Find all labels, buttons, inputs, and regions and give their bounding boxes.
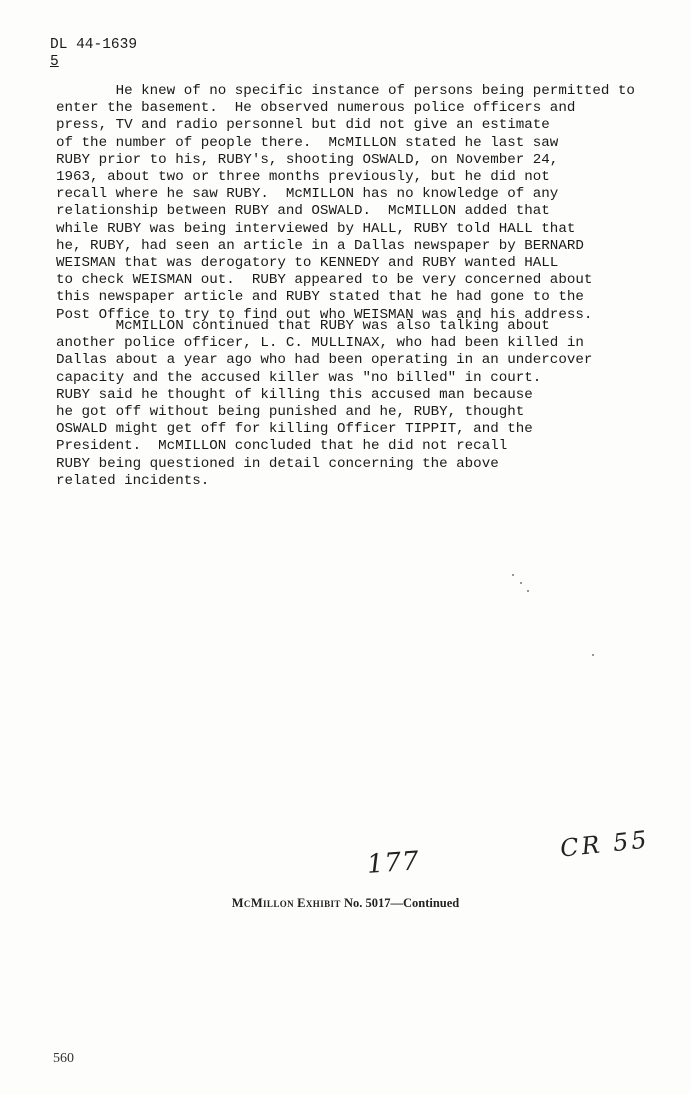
exhibit-caption bbox=[0, 896, 691, 911]
text-line: President. McMILLON concluded that he did not recall bbox=[56, 438, 508, 455]
paragraph-2 bbox=[56, 318, 656, 490]
handwritten-annotation: CR 55 bbox=[558, 825, 651, 863]
footer-page-number: 560 bbox=[53, 1051, 74, 1066]
text-line: capacity and the accused killer was "no billed" in court. bbox=[56, 369, 542, 386]
text-line: enter the basement. He observed numerous police officers and bbox=[56, 100, 576, 117]
text-line: he got off without being punished and he, RUBY, thought bbox=[56, 404, 525, 421]
text-line: RUBY said he thought of killing this accused man because bbox=[56, 386, 533, 403]
page-number: 5 bbox=[50, 54, 59, 70]
scan-speck bbox=[592, 654, 594, 656]
text-line: Post Office to try to find out who WEISMAN was and his address. bbox=[56, 306, 593, 323]
text-line: while RUBY was being interviewed by HALL, RUBY told HALL that bbox=[56, 220, 576, 237]
text-line: OSWALD might get off for killing Officer TIPPIT, and the bbox=[56, 421, 533, 438]
text-line: he, RUBY, had seen an article in a Dallas newspaper by BERNARD bbox=[56, 237, 584, 254]
text-line: He knew of no specific instance of persons being permitted to bbox=[56, 83, 635, 99]
exhibit-word: Exhibit bbox=[297, 896, 341, 910]
text-line: McMILLON continued that RUBY was also talking about bbox=[56, 318, 550, 334]
scan-speck bbox=[512, 574, 514, 576]
text-line: to check WEISMAN out. RUBY appeared to be very concerned about bbox=[56, 272, 593, 289]
exhibit-number: No. 5017—Continued bbox=[343, 896, 460, 910]
text-line: related incidents. bbox=[56, 472, 210, 489]
scan-speck bbox=[520, 582, 522, 584]
text-line: of the number of people there. McMILLON stated he last saw bbox=[56, 134, 559, 151]
text-line: press, TV and radio personnel but did not give an estimate bbox=[56, 117, 550, 134]
text-line: WEISMAN that was derogatory to KENNEDY and RUBY wanted HALL bbox=[56, 255, 559, 272]
text-line: this newspaper article and RUBY stated that he had gone to the bbox=[56, 289, 584, 306]
text-line: 1963, about two or three months previously, but he did not bbox=[56, 169, 550, 186]
exhibit-name: McMillon bbox=[231, 896, 295, 910]
file-number: DL 44-1639 bbox=[50, 37, 138, 53]
handwritten-page-number: 177 bbox=[366, 846, 421, 880]
document-header bbox=[50, 37, 137, 71]
text-line: RUBY prior to his, RUBY's, shooting OSWALD, on November 24, bbox=[56, 151, 559, 168]
scan-speck bbox=[527, 590, 529, 592]
text-line: RUBY being questioned in detail concerning the above bbox=[56, 455, 499, 472]
text-line: recall where he saw RUBY. McMILLON has no knowledge of any bbox=[56, 186, 559, 203]
text-line: Dallas about a year ago who had been operating in an undercover bbox=[56, 352, 593, 369]
text-line: another police officer, L. C. MULLINAX, who had been killed in bbox=[56, 335, 584, 352]
text-line: relationship between RUBY and OSWALD. McMILLON added that bbox=[56, 203, 550, 220]
paragraph-1 bbox=[56, 83, 656, 324]
